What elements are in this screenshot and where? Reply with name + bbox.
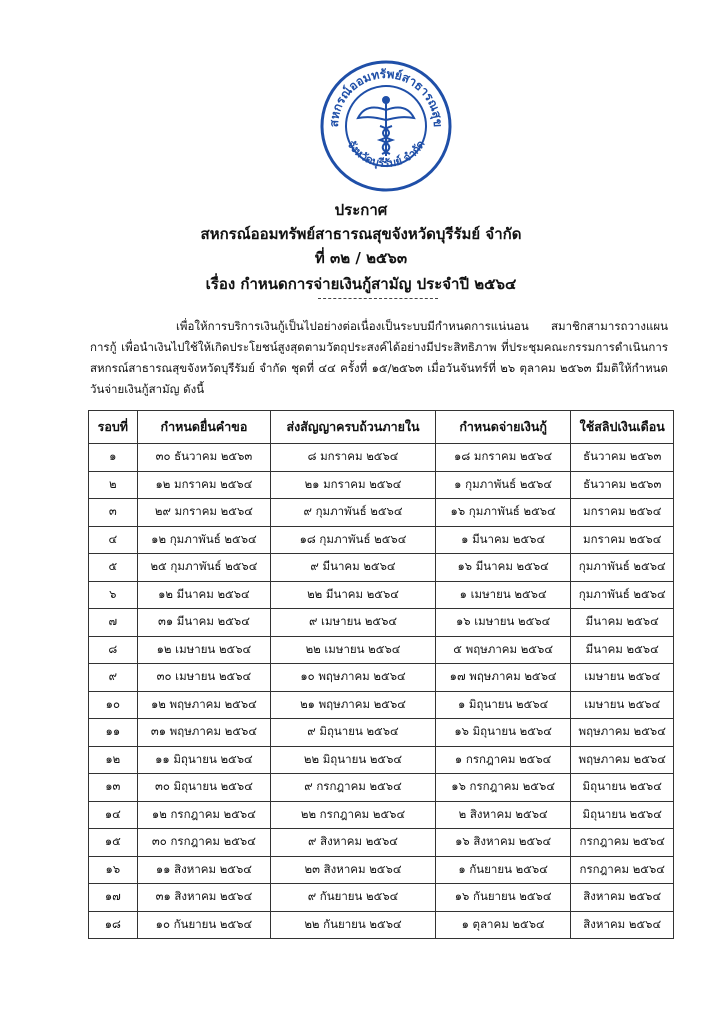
cell-salary-slip: สิงหาคม ๒๕๖๔ <box>571 911 674 939</box>
cell-salary-slip: มีนาคม ๒๕๖๔ <box>571 636 674 664</box>
cell-contract-deadline: ๒๒ กันยายน ๒๕๖๔ <box>271 911 436 939</box>
organization-name: สหกรณ์ออมทรัพย์สาธารณสุขจังหวัดบุรีรัมย์ จำกัด <box>200 225 522 243</box>
caduceus-icon <box>358 97 414 156</box>
table-row <box>89 829 674 857</box>
cell-submit-date: ๓๑ สิงหาคม ๒๕๖๔ <box>137 884 271 912</box>
cell-contract-deadline: ๙ กรกฎาคม ๒๕๖๔ <box>271 774 436 802</box>
cell-round: ๔ <box>89 526 138 554</box>
header-round: รอบที่ <box>89 411 138 444</box>
cell-round: ๑๘ <box>89 911 138 939</box>
divider-line <box>318 298 438 299</box>
cell-round: ๘ <box>89 636 138 664</box>
cell-salary-slip: ธันวาคม ๒๕๖๓ <box>571 444 674 472</box>
cell-round: ๑๖ <box>89 856 138 884</box>
cell-salary-slip: เมษายน ๒๕๖๔ <box>571 691 674 719</box>
header-submit-date: กำหนดยื่นคำขอ <box>137 411 271 444</box>
cell-submit-date: ๑๒ มีนาคม ๒๕๖๔ <box>137 581 271 609</box>
announcement-label: ประกาศ <box>334 201 388 219</box>
cell-pay-date: ๑๘ มกราคม ๒๕๖๔ <box>435 444 571 472</box>
table-row <box>89 719 674 747</box>
cell-submit-date: ๒๕ กุมภาพันธ์ ๒๕๖๔ <box>137 554 271 582</box>
cell-contract-deadline: ๒๒ มิถุนายน ๒๕๖๔ <box>271 746 436 774</box>
cell-salary-slip: พฤษภาคม ๒๕๖๔ <box>571 746 674 774</box>
table-row <box>89 609 674 637</box>
cell-pay-date: ๑ กันยายน ๒๕๖๔ <box>435 856 571 884</box>
paragraph-text: เพื่อให้การบริการเงินกู้เป็นไปอย่างต่อเนื่องเป็นระบบมีกำหนดการแน่นอน สมาชิกสามารถวางแผนการกู้ เพื่อนำเงินไปใช้ให้เกิดประโยชน์สูงสุดตามวัตถุประสงค์ได้อย่างมีประสิทธิภาพ ที่ประชุมคณะกรรมการดำเนินการสหกรณ์สาธารณสุขจังหวัดบุรีรัมย์ จำกัด ชุดที่ ๔๔ ครั้งที่ ๑๕/๒๕๖๓ เมื่อวันจันทร์ที่ ๒๖ ตุลาคม ๒๕๖๓ มีมติให้กำหนดวันจ่ายเงินกู้สามัญ ดังนี้ <box>90 319 668 396</box>
cell-round: ๑๑ <box>89 719 138 747</box>
cell-contract-deadline: ๙ เมษายน ๒๕๖๔ <box>271 609 436 637</box>
table-row <box>89 801 674 829</box>
table-row <box>89 691 674 719</box>
cell-pay-date: ๕ พฤษภาคม ๒๕๖๔ <box>435 636 571 664</box>
cell-pay-date: ๑๖ สิงหาคม ๒๕๖๔ <box>435 829 571 857</box>
cell-salary-slip: กรกฎาคม ๒๕๖๔ <box>571 829 674 857</box>
cell-contract-deadline: ๙ สิงหาคม ๒๕๖๔ <box>271 829 436 857</box>
cell-round: ๑๕ <box>89 829 138 857</box>
table-row <box>89 746 674 774</box>
table-row <box>89 664 674 692</box>
cell-round: ๓ <box>89 499 138 527</box>
cell-pay-date: ๑ มิถุนายน ๒๕๖๔ <box>435 691 571 719</box>
cell-pay-date: ๑๖ มีนาคม ๒๕๖๔ <box>435 554 571 582</box>
header-salary-slip: ใช้สลิปเงินเดือน <box>571 411 674 444</box>
table-row <box>89 471 674 499</box>
cell-pay-date: ๑ กุมภาพันธ์ ๒๕๖๔ <box>435 471 571 499</box>
cell-contract-deadline: ๙ มิถุนายน ๒๕๖๔ <box>271 719 436 747</box>
cell-pay-date: ๑๖ เมษายน ๒๕๖๔ <box>435 609 571 637</box>
cell-contract-deadline: ๒๑ พฤษภาคม ๒๕๖๔ <box>271 691 436 719</box>
cell-salary-slip: มีนาคม ๒๕๖๔ <box>571 609 674 637</box>
cell-pay-date: ๑ มีนาคม ๒๕๖๔ <box>435 526 571 554</box>
cell-pay-date: ๑๖ กันยายน ๒๕๖๔ <box>435 884 571 912</box>
cell-round: ๑๐ <box>89 691 138 719</box>
document-subject: เรื่อง กำหนดการจ่ายเงินกู้สามัญ ประจำปี ๒๕๖๔ <box>205 275 517 293</box>
cell-round: ๑๔ <box>89 801 138 829</box>
cell-round: ๑๓ <box>89 774 138 802</box>
table-row <box>89 856 674 884</box>
cell-pay-date: ๑ เมษายน ๒๕๖๔ <box>435 581 571 609</box>
cell-salary-slip: ธันวาคม ๒๕๖๓ <box>571 471 674 499</box>
cell-pay-date: ๒ สิงหาคม ๒๕๖๔ <box>435 801 571 829</box>
cell-submit-date: ๑๑ มิถุนายน ๒๕๖๔ <box>137 746 271 774</box>
cooperative-seal-logo <box>318 58 454 194</box>
cell-round: ๖ <box>89 581 138 609</box>
cell-contract-deadline: ๙ กุมภาพันธ์ ๒๕๖๔ <box>271 499 436 527</box>
table-row <box>89 554 674 582</box>
table-row <box>89 636 674 664</box>
header-contract-deadline: ส่งสัญญาครบถ้วนภายใน <box>271 411 436 444</box>
cell-round: ๕ <box>89 554 138 582</box>
cell-submit-date: ๓๐ ธันวาคม ๒๕๖๓ <box>137 444 271 472</box>
cell-submit-date: ๑๒ พฤษภาคม ๒๕๖๔ <box>137 691 271 719</box>
cell-submit-date: ๑๑ สิงหาคม ๒๕๖๔ <box>137 856 271 884</box>
cell-round: ๒ <box>89 471 138 499</box>
cell-contract-deadline: ๒๑ มกราคม ๒๕๖๔ <box>271 471 436 499</box>
cell-round: ๑๗ <box>89 884 138 912</box>
table-row <box>89 911 674 939</box>
table-row <box>89 444 674 472</box>
cell-salary-slip: มิถุนายน ๒๕๖๔ <box>571 801 674 829</box>
cell-submit-date: ๒๙ มกราคม ๒๕๖๔ <box>137 499 271 527</box>
cell-submit-date: ๓๐ กรกฎาคม ๒๕๖๔ <box>137 829 271 857</box>
cell-pay-date: ๑๖ กุมภาพันธ์ ๒๕๖๔ <box>435 499 571 527</box>
table-row <box>89 884 674 912</box>
cell-salary-slip: มกราคม ๒๕๖๔ <box>571 499 674 527</box>
cell-contract-deadline: ๒๓ สิงหาคม ๒๕๖๔ <box>271 856 436 884</box>
cell-submit-date: ๑๒ กุมภาพันธ์ ๒๕๖๔ <box>137 526 271 554</box>
cell-pay-date: ๑ กรกฎาคม ๒๕๖๔ <box>435 746 571 774</box>
cell-contract-deadline: ๑๘ กุมภาพันธ์ ๒๕๖๔ <box>271 526 436 554</box>
table-header-row <box>89 411 674 444</box>
cell-submit-date: ๑๒ กรกฎาคม ๒๕๖๔ <box>137 801 271 829</box>
document-number: ที่ ๓๒ / ๒๕๖๓ <box>314 249 408 267</box>
cell-contract-deadline: ๒๒ มีนาคม ๒๕๖๔ <box>271 581 436 609</box>
cell-pay-date: ๑ ตุลาคม ๒๕๖๔ <box>435 911 571 939</box>
header-pay-date: กำหนดจ่ายเงินกู้ <box>435 411 571 444</box>
cell-salary-slip: เมษายน ๒๕๖๔ <box>571 664 674 692</box>
cell-contract-deadline: ๙ มีนาคม ๒๕๖๔ <box>271 554 436 582</box>
cell-contract-deadline: ๒๒ เมษายน ๒๕๖๔ <box>271 636 436 664</box>
cell-round: ๑ <box>89 444 138 472</box>
cell-contract-deadline: ๙ กันยายน ๒๕๖๔ <box>271 884 436 912</box>
cell-submit-date: ๓๐ เมษายน ๒๕๖๔ <box>137 664 271 692</box>
cell-pay-date: ๑๖ กรกฎาคม ๒๕๖๔ <box>435 774 571 802</box>
cell-contract-deadline: ๘ มกราคม ๒๕๖๔ <box>271 444 436 472</box>
cell-salary-slip: พฤษภาคม ๒๕๖๔ <box>571 719 674 747</box>
seal-text-top: สหกรณ์ออมทรัพย์สาธารณสุข <box>326 66 446 128</box>
cell-round: ๑๒ <box>89 746 138 774</box>
cell-contract-deadline: ๒๒ กรกฎาคม ๒๕๖๔ <box>271 801 436 829</box>
cell-submit-date: ๓๑ พฤษภาคม ๒๕๖๔ <box>137 719 271 747</box>
cell-round: ๗ <box>89 609 138 637</box>
cell-submit-date: ๑๒ มกราคม ๒๕๖๔ <box>137 471 271 499</box>
table-row <box>89 499 674 527</box>
cell-salary-slip: กรกฎาคม ๒๕๖๔ <box>571 856 674 884</box>
cell-salary-slip: มิถุนายน ๒๕๖๔ <box>571 774 674 802</box>
cell-salary-slip: สิงหาคม ๒๕๖๔ <box>571 884 674 912</box>
loan-schedule-table <box>88 410 674 939</box>
cell-salary-slip: กุมภาพันธ์ ๒๕๖๔ <box>571 554 674 582</box>
table-row <box>89 774 674 802</box>
cell-salary-slip: มกราคม ๒๕๖๔ <box>571 526 674 554</box>
cell-round: ๙ <box>89 664 138 692</box>
cell-submit-date: ๓๐ มิถุนายน ๒๕๖๔ <box>137 774 271 802</box>
cell-pay-date: ๑๖ มิถุนายน ๒๕๖๔ <box>435 719 571 747</box>
seal-text-bottom: จังหวัดบุรีรัมย์ จำกัด <box>344 138 428 170</box>
table-row <box>89 581 674 609</box>
cell-salary-slip: กุมภาพันธ์ ๒๕๖๔ <box>571 581 674 609</box>
table-row <box>89 526 674 554</box>
cell-submit-date: ๑๐ กันยายน ๒๕๖๔ <box>137 911 271 939</box>
cell-contract-deadline: ๑๐ พฤษภาคม ๒๕๖๔ <box>271 664 436 692</box>
announcement-paragraph <box>90 316 668 400</box>
cell-pay-date: ๑๗ พฤษภาคม ๒๕๖๔ <box>435 664 571 692</box>
cell-submit-date: ๓๑ มีนาคม ๒๕๖๔ <box>137 609 271 637</box>
cell-submit-date: ๑๒ เมษายน ๒๕๖๔ <box>137 636 271 664</box>
